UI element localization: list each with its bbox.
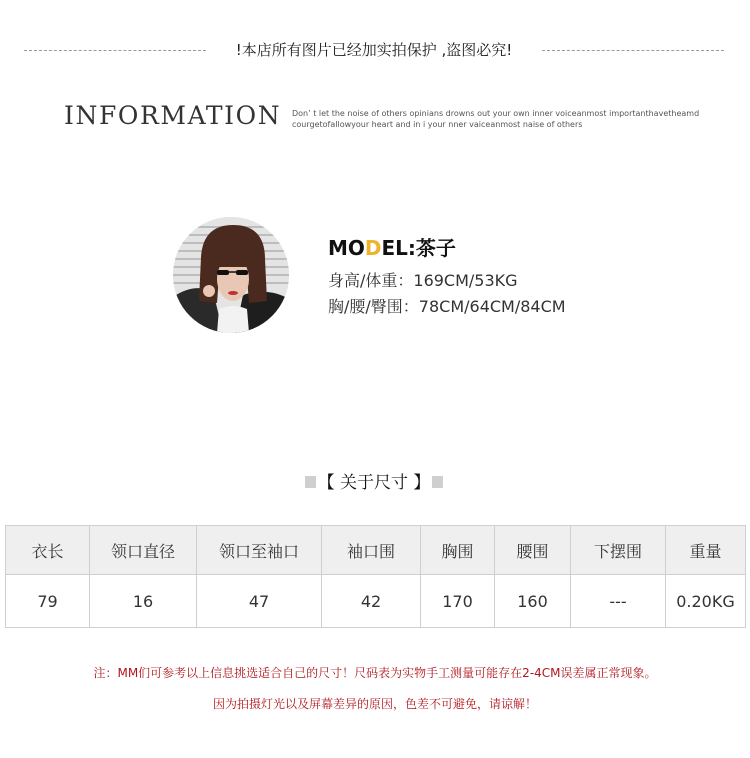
value-cuff: 42 [322,575,421,628]
size-table-row [6,575,746,628]
model-label-prefix: MO [328,236,365,260]
header-waist: 腰围 [495,526,571,575]
right-dashed-divider [542,50,724,51]
copyright-notice: !本店所有图片已经加实拍保护 ,盗图必究! [235,41,513,59]
information-heading: INFORMATION [64,101,282,130]
size-table-header-row [6,526,746,575]
header-hem: 下摆围 [571,526,666,575]
size-section-title [305,468,443,493]
header-chest: 胸围 [421,526,495,575]
model-avatar [173,217,289,333]
size-table [5,525,746,628]
model-name: 茶子 [415,236,456,260]
header-neck-diameter: 领口直径 [90,526,197,575]
value-neck-diameter: 16 [90,575,197,628]
color-note: 因为拍摄灯光以及屏幕差异的原因，色差不可避免，请谅解！ [212,697,537,711]
value-neck-to-cuff: 47 [197,575,322,628]
header-cuff: 袖口围 [322,526,421,575]
size-note: 注：MM们可参考以上信息挑选适合自己的尺寸！尺码表为实物手工测量可能存在2-4CM误差属正常现象。 [93,666,657,680]
header-weight: 重量 [666,526,746,575]
header-length: 衣长 [6,526,90,575]
model-label-suffix: EL: [381,236,416,260]
information-subtitle: Don’ t let the noise of others opinians drowns out your own inner voiceanmost importanthavetheamd courgetofallowyour heart and in i your nner vaiceanmost naise of others [292,109,700,129]
value-hem: --- [571,575,666,628]
model-height-weight: 身高/体重：169CM/53KG [328,271,518,290]
copyright-notice-row [24,38,724,62]
model-measurements: 胸/腰/臀围：78CM/64CM/84CM [328,297,566,316]
header-neck-to-cuff: 领口至袖口 [197,526,322,575]
value-weight: 0.20KG [666,575,746,628]
value-waist: 160 [495,575,571,628]
model-name-heading [328,232,456,261]
model-photo [173,217,289,333]
model-label-accent: D [364,236,382,260]
value-length: 79 [6,575,90,628]
size-section-title-text: 【 关于尺寸 】 [317,473,431,493]
value-chest: 170 [421,575,495,628]
